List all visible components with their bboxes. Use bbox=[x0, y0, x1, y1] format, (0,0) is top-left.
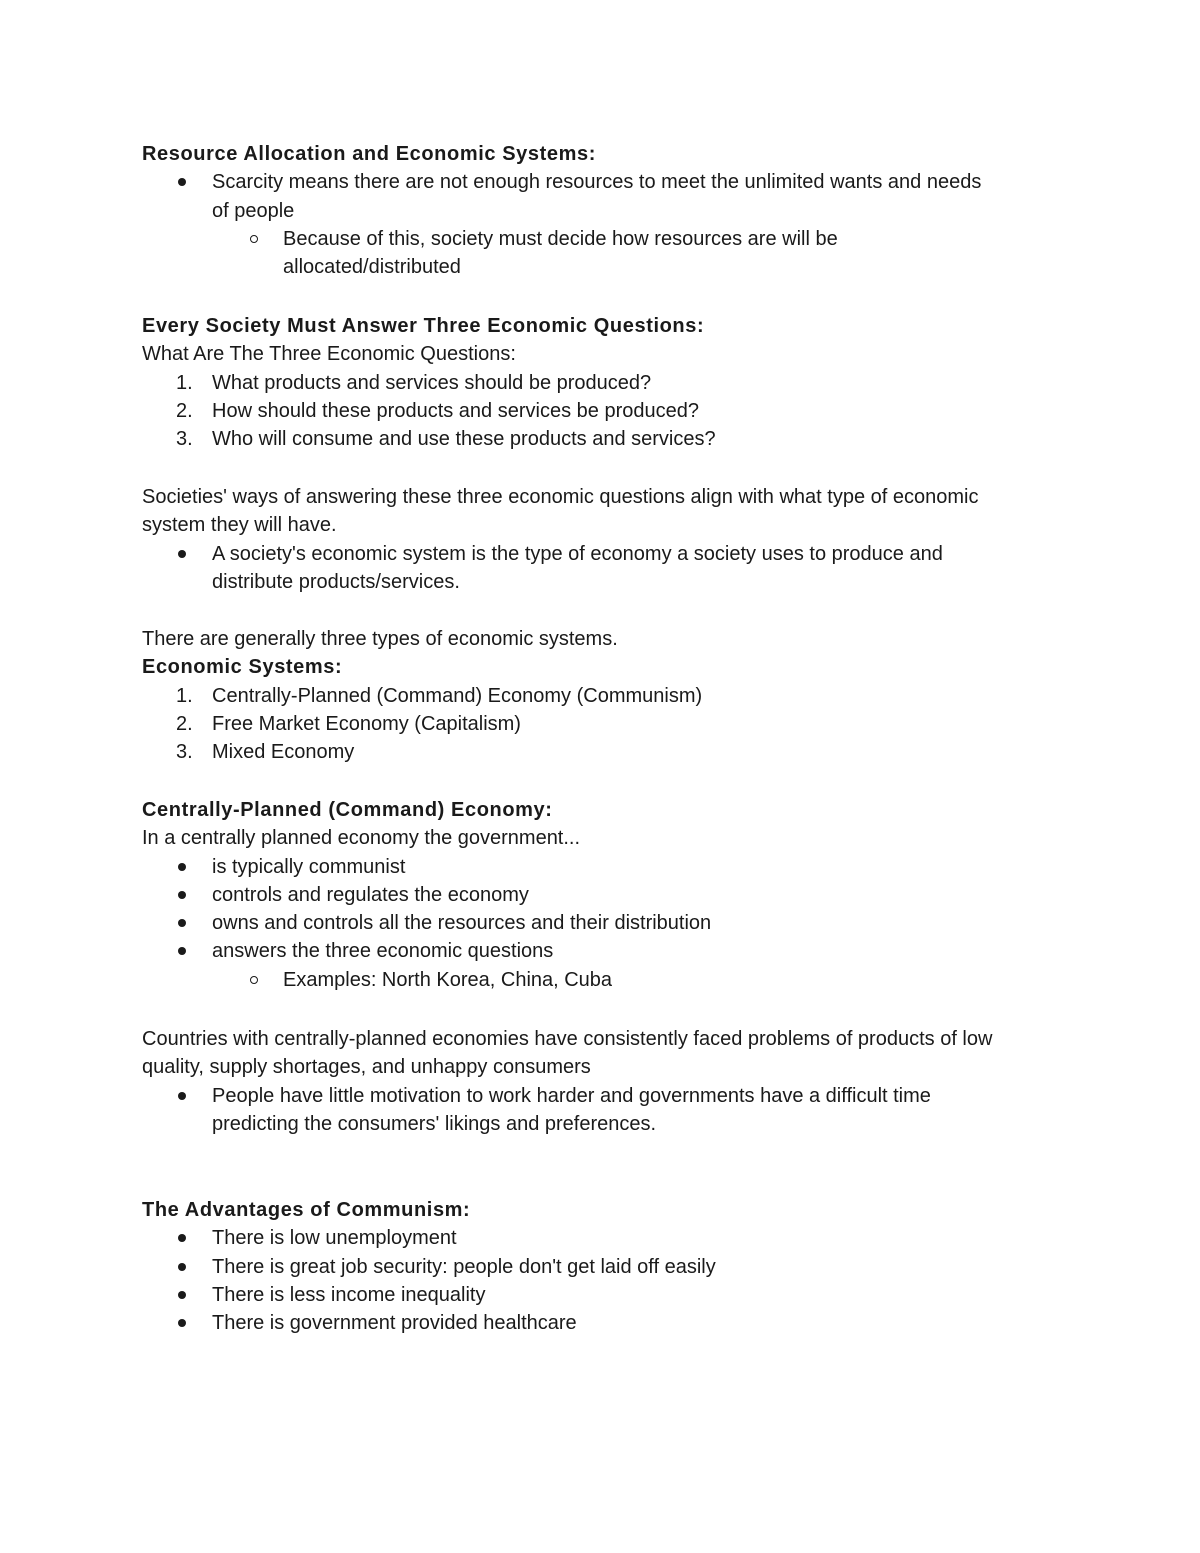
bullet-disc-icon bbox=[178, 919, 186, 927]
item-text: Free Market Economy (Capitalism) bbox=[212, 712, 521, 735]
bullet-circle-icon bbox=[250, 976, 258, 984]
bullet-text: is typically communist bbox=[212, 855, 406, 878]
item-number: 3. bbox=[176, 741, 193, 764]
bullet-item bbox=[142, 1082, 1072, 1110]
bullet-item bbox=[142, 881, 1072, 909]
bullet-text-continued: of people bbox=[212, 199, 295, 222]
bullet-disc-icon bbox=[178, 1319, 186, 1327]
item-text: Centrally-Planned (Command) Economy (Communism) bbox=[212, 684, 703, 707]
bullet-item bbox=[142, 909, 1072, 937]
bullet-disc-icon bbox=[178, 891, 186, 899]
bullet-text: People have little motivation to work harder and governments have a difficult time bbox=[212, 1084, 931, 1107]
bullet-item bbox=[142, 1224, 1072, 1252]
bullet-text-continued: predicting the consumers' likings and preferences. bbox=[212, 1112, 657, 1135]
bullet-item bbox=[142, 1253, 1072, 1281]
section-advantages bbox=[142, 1196, 1072, 1337]
bullet-item bbox=[142, 853, 1072, 881]
bullet-disc-icon bbox=[178, 1234, 186, 1242]
item-number: 2. bbox=[176, 399, 193, 422]
section-heading: Every Society Must Answer Three Economic Questions: bbox=[142, 315, 705, 337]
sub-bullet-text: Because of this, society must decide how resources are will be bbox=[283, 227, 838, 250]
item-number: 1. bbox=[176, 684, 193, 707]
section-intro: What Are The Three Economic Questions: bbox=[142, 343, 516, 366]
bullet-item bbox=[142, 540, 1072, 568]
bullet-text-continued: distribute products/services. bbox=[212, 570, 460, 593]
section-heading: Resource Allocation and Economic Systems: bbox=[142, 143, 596, 165]
section-problems bbox=[142, 1025, 1072, 1138]
section-resource-allocation bbox=[142, 140, 1072, 281]
item-text: Mixed Economy bbox=[212, 741, 355, 764]
item-number: 1. bbox=[176, 371, 193, 394]
section-heading: The Advantages of Communism: bbox=[142, 1199, 471, 1221]
bullet-disc-icon bbox=[178, 1291, 186, 1299]
section-societies bbox=[142, 483, 1072, 596]
bullet-text: controls and regulates the economy bbox=[212, 883, 529, 906]
item-text: What products and services should be produced? bbox=[212, 371, 652, 394]
paragraph-line: Societies' ways of answering these three economic questions align with what type of economic bbox=[142, 486, 979, 508]
bullet-disc-icon bbox=[178, 947, 186, 955]
section-three-questions bbox=[142, 312, 1072, 453]
bullet-text: There is government provided healthcare bbox=[212, 1312, 577, 1335]
paragraph-line: system they will have. bbox=[142, 514, 337, 537]
section-heading: Economic Systems: bbox=[142, 656, 343, 679]
bullet-text: There is low unemployment bbox=[212, 1227, 457, 1250]
bullet-disc-icon bbox=[178, 1092, 186, 1100]
bullet-circle-icon bbox=[250, 235, 258, 243]
section-intro: There are generally three types of economic systems. bbox=[142, 628, 618, 650]
bullet-text: There is less income inequality bbox=[212, 1283, 486, 1306]
sub-bullet-text: Examples: North Korea, China, Cuba bbox=[283, 968, 613, 991]
bullet-disc-icon bbox=[178, 1263, 186, 1271]
section-intro: In a centrally planned economy the government... bbox=[142, 827, 581, 850]
bullet-item bbox=[142, 168, 1072, 196]
sub-bullet-item bbox=[142, 966, 1072, 994]
sub-bullet-text-continued: allocated/distributed bbox=[283, 256, 461, 279]
paragraph-line: quality, supply shortages, and unhappy consumers bbox=[142, 1056, 591, 1079]
bullet-text: A society's economic system is the type of economy a society uses to produce and bbox=[212, 542, 943, 565]
paragraph-line: Countries with centrally-planned economies have consistently faced problems of products of low bbox=[142, 1028, 993, 1050]
bullet-text: Scarcity means there are not enough resources to meet the unlimited wants and needs bbox=[212, 171, 982, 194]
sub-bullet-item bbox=[142, 225, 1072, 253]
bullet-text: owns and controls all the resources and their distribution bbox=[212, 912, 712, 935]
section-economic-systems bbox=[142, 625, 1072, 766]
numbered-item bbox=[142, 425, 1072, 453]
bullet-item bbox=[142, 1281, 1072, 1309]
numbered-item bbox=[142, 710, 1072, 738]
numbered-item bbox=[142, 369, 1072, 397]
item-text: How should these products and services be produced? bbox=[212, 399, 699, 422]
bullet-disc-icon bbox=[178, 863, 186, 871]
numbered-item bbox=[142, 738, 1072, 766]
item-number: 3. bbox=[176, 428, 193, 451]
item-text: Who will consume and use these products and services? bbox=[212, 428, 716, 451]
bullet-disc-icon bbox=[178, 178, 186, 186]
bullet-disc-icon bbox=[178, 550, 186, 558]
numbered-item bbox=[142, 397, 1072, 425]
bullet-text: There is great job security: people don't get laid off easily bbox=[212, 1255, 716, 1278]
section-command-economy bbox=[142, 796, 1072, 994]
section-heading: Centrally-Planned (Command) Economy: bbox=[142, 799, 553, 821]
item-number: 2. bbox=[176, 712, 193, 735]
bullet-text: answers the three economic questions bbox=[212, 940, 554, 963]
numbered-item bbox=[142, 682, 1072, 710]
bullet-item bbox=[142, 1309, 1072, 1337]
bullet-item bbox=[142, 937, 1072, 965]
